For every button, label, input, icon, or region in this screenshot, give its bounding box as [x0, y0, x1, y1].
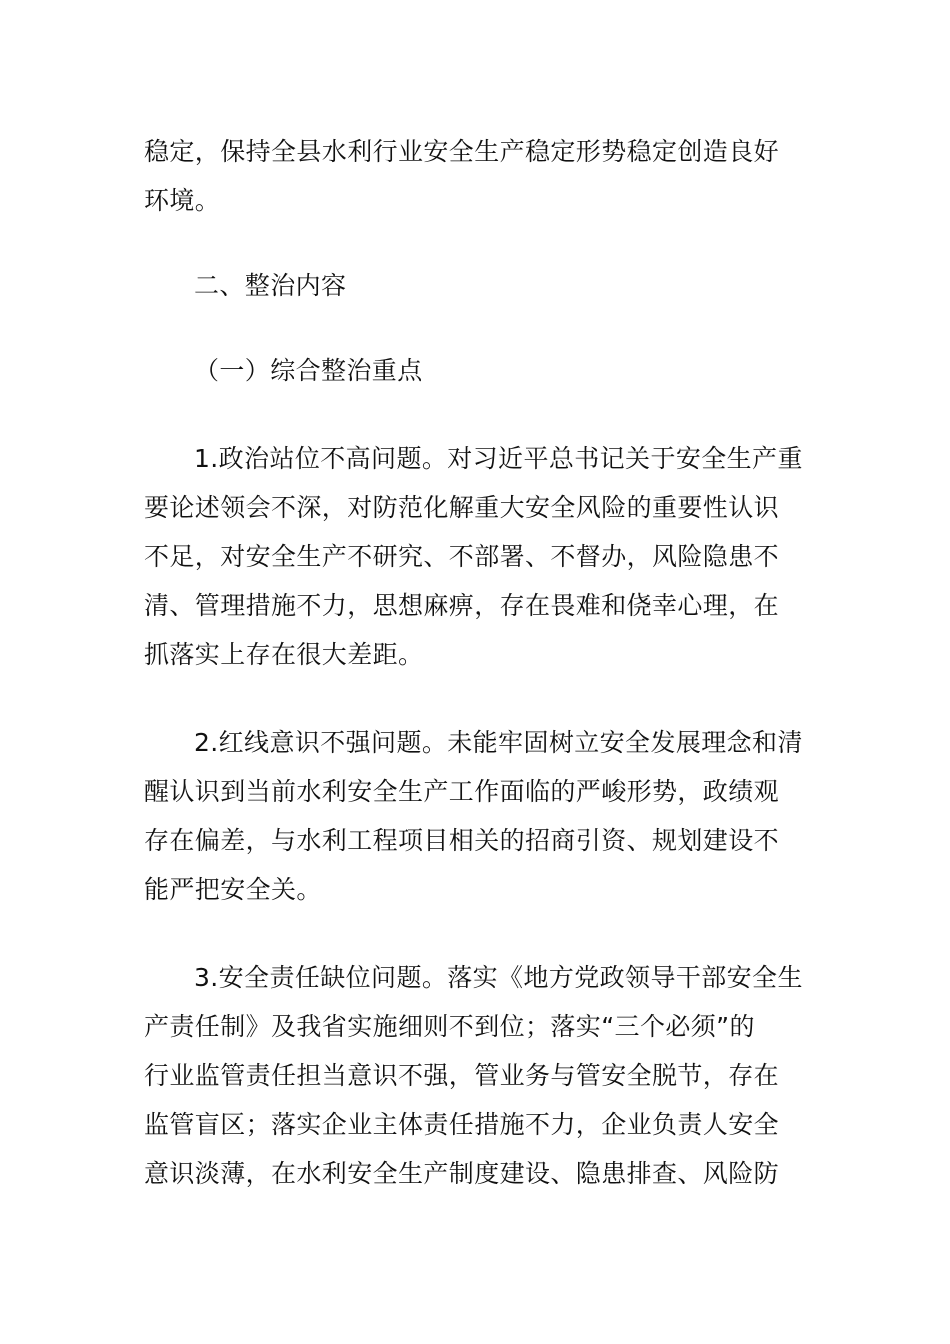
paragraph-line: 稳定，保持全县水利行业安全生产稳定形势稳定创造良好: [144, 137, 780, 166]
subsection-heading: （一）综合整治重点: [194, 356, 423, 385]
paragraph-line: 清、管理措施不力，思想麻痹，存在畏难和侥幸心理，在: [144, 591, 780, 620]
paragraph-line: 3.安全责任缺位问题。落实《地方党政领导干部安全生: [194, 963, 803, 992]
paragraph-line: 2.红线意识不强问题。未能牢固树立安全发展理念和清: [194, 728, 803, 757]
paragraph-line: 环境。: [144, 186, 221, 215]
paragraph-line: 能严把安全关。: [144, 875, 322, 904]
paragraph-line: 行业监管责任担当意识不强，管业务与管安全脱节，存在: [144, 1061, 780, 1090]
paragraph-line: 存在偏差，与水利工程项目相关的招商引资、规划建设不: [144, 826, 780, 855]
section-heading: 二、整治内容: [194, 271, 347, 300]
paragraph-line: 醒认识到当前水利安全生产工作面临的严峻形势，政绩观: [144, 777, 780, 806]
paragraph-line: 不足，对安全生产不研究、不部署、不督办，风险隐患不: [144, 542, 780, 571]
paragraph-line: 监管盲区；落实企业主体责任措施不力，企业负责人安全: [144, 1110, 780, 1139]
paragraph-line: 意识淡薄，在水利安全生产制度建设、隐患排查、风险防: [144, 1159, 780, 1188]
paragraph-line: 产责任制》及我省实施细则不到位；落实“三个必须”的: [144, 1012, 755, 1041]
paragraph-line: 要论述领会不深，对防范化解重大安全风险的重要性认识: [144, 493, 780, 522]
paragraph-line: 1.政治站位不高问题。对习近平总书记关于安全生产重: [194, 444, 803, 473]
paragraph-line: 抓落实上存在很大差距。: [144, 640, 424, 669]
